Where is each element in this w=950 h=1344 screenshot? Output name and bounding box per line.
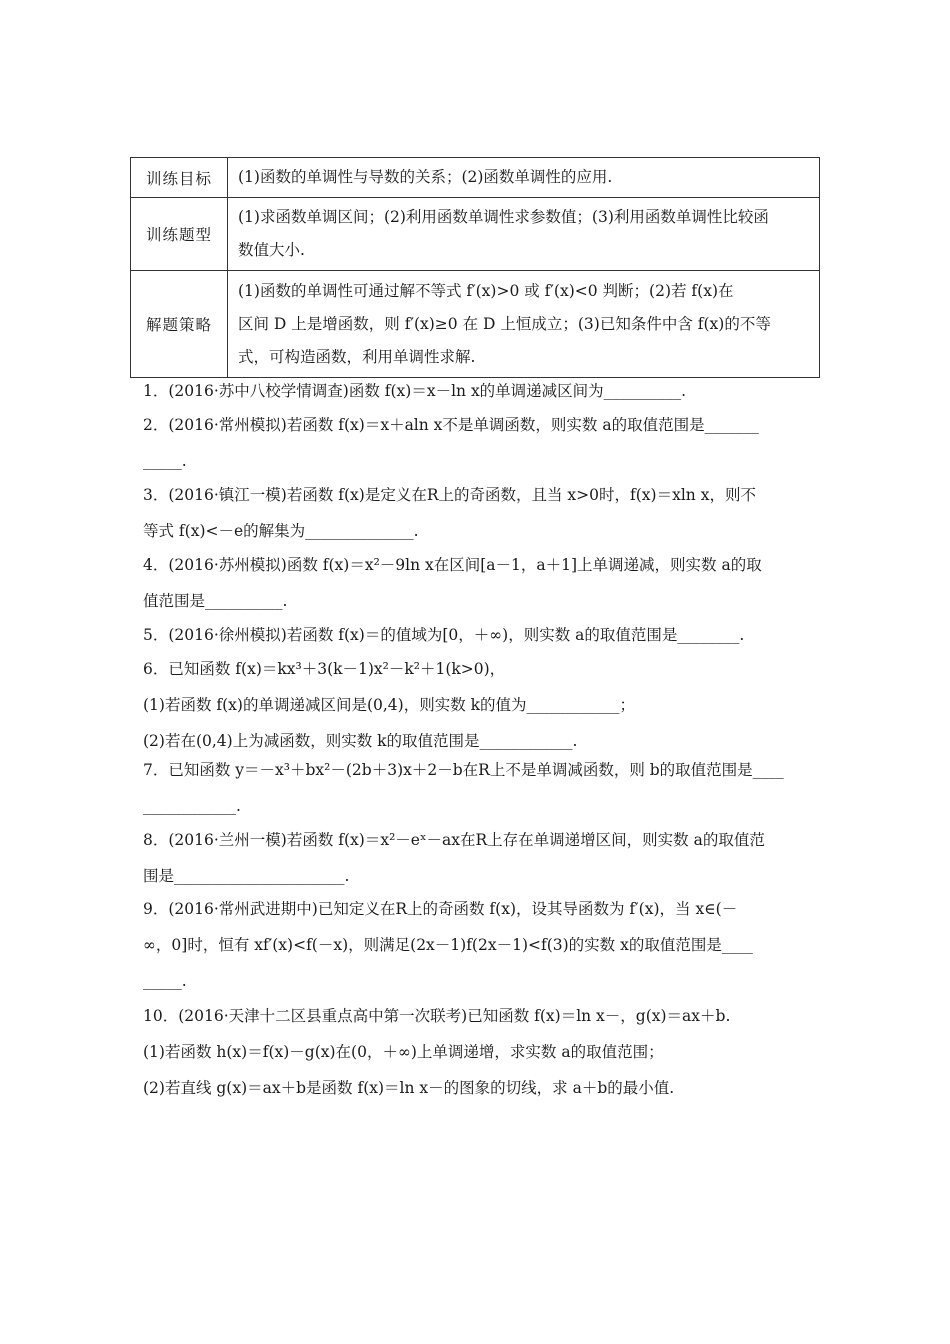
question-line: 9．(2016·常州武进期中)已知定义在R上的奇函数 f(x)，设其导函数为 f′(x)，当 x∈(－	[143, 900, 738, 918]
question-line: 8．(2016·兰州一模)若函数 f(x)＝x²－eˣ－ax在R上存在单调递增区间，则实数 a的取值范	[143, 831, 765, 849]
question-6	[143, 651, 815, 759]
row-label: 训练目标	[131, 158, 228, 198]
row-label: 解题策略	[131, 271, 228, 378]
training-info-table	[130, 157, 820, 378]
row-content	[228, 271, 820, 378]
question-7	[143, 752, 815, 824]
table-row-strategy	[131, 271, 820, 378]
question-4	[143, 547, 815, 619]
question-line: (1)若函数 h(x)＝f(x)－g(x)在(0，＋∞)上单调递增，求实数 a的取值范围；	[143, 1043, 664, 1061]
question-line: 值范围是__________.	[143, 592, 288, 610]
table-row-goal	[131, 158, 820, 198]
question-line: 等式 f(x)<－e的解集为______________.	[143, 522, 419, 540]
question-line: 2．(2016·常州模拟)若函数 f(x)＝x＋aln x不是单调函数，则实数 a的取值范围是_______	[143, 416, 759, 434]
question-line: 5．(2016·徐州模拟)若函数 f(x)＝的值域为[0，＋∞)，则实数 a的取值范围是________.	[143, 626, 745, 644]
question-line: 6．已知函数 f(x)＝kx³＋3(k－1)x²－k²＋1(k>0)，	[143, 660, 506, 678]
table-row-types	[131, 198, 820, 271]
question-line: 7．已知函数 y＝－x³＋bx²－(2b＋3)x＋2－b在R上不是单调减函数，则 b的取值范围是____	[143, 761, 784, 779]
row-line: (1)求函数单调区间；(2)利用函数单调性求参数值；(3)利用函数单调性比较函	[238, 208, 769, 226]
question-line: 1．(2016·苏中八校学情调查)函数 f(x)＝x－ln x的单调递减区间为__________.	[143, 382, 687, 400]
question-8	[143, 822, 815, 894]
row-label: 训练题型	[131, 198, 228, 271]
question-line: ∞，0]时，恒有 xf′(x)<f(－x)，则满足(2x－1)f(2x－1)<f(3)的实数 x的取值范围是____	[143, 936, 753, 954]
question-line: 4．(2016·苏州模拟)函数 f(x)＝x²－9ln x在区间[a－1，a＋1]上单调递减，则实数 a的取	[143, 556, 762, 574]
question-line: (2)若在(0,4)上为减函数，则实数 k的取值范围是____________.	[143, 732, 578, 750]
question-line: ____________.	[143, 797, 241, 815]
row-content	[228, 158, 820, 198]
row-line: 区间 D 上是增函数，则 f′(x)≥0 在 D 上恒成立；(3)已知条件中含 f(x)的不等	[238, 314, 771, 333]
question-line: _____.	[143, 972, 187, 990]
question-line: 10．(2016·天津十二区县重点高中第一次联考)已知函数 f(x)＝ln x－，g(x)＝ax＋b.	[143, 1007, 731, 1025]
question-line: 3．(2016·镇江一模)若函数 f(x)是定义在R上的奇函数，且当 x>0时，f(x)＝xln x，则不	[143, 486, 756, 504]
question-2	[143, 407, 815, 479]
question-line: _____.	[143, 452, 187, 470]
question-9	[143, 891, 815, 999]
row-content	[228, 198, 820, 271]
row-line: 式，可构造函数，利用单调性求解.	[238, 347, 476, 366]
question-line: (2)若直线 g(x)＝ax＋b是函数 f(x)＝ln x－的图象的切线，求 a＋b的最小值.	[143, 1079, 675, 1097]
row-line: 数值大小.	[238, 241, 305, 259]
question-line: (1)若函数 f(x)的单调递减区间是(0,4)，则实数 k的值为____________；	[143, 696, 636, 714]
row-line: (1)函数的单调性与导数的关系；(2)函数单调性的应用.	[238, 168, 613, 186]
question-line: 围是______________________.	[143, 867, 350, 885]
question-1	[143, 373, 815, 409]
question-3	[143, 477, 815, 549]
question-10	[143, 998, 815, 1106]
question-5	[143, 617, 815, 653]
row-line: (1)函数的单调性可通过解不等式 f′(x)>0 或 f′(x)<0 判断；(2)若 f(x)在	[238, 281, 734, 300]
